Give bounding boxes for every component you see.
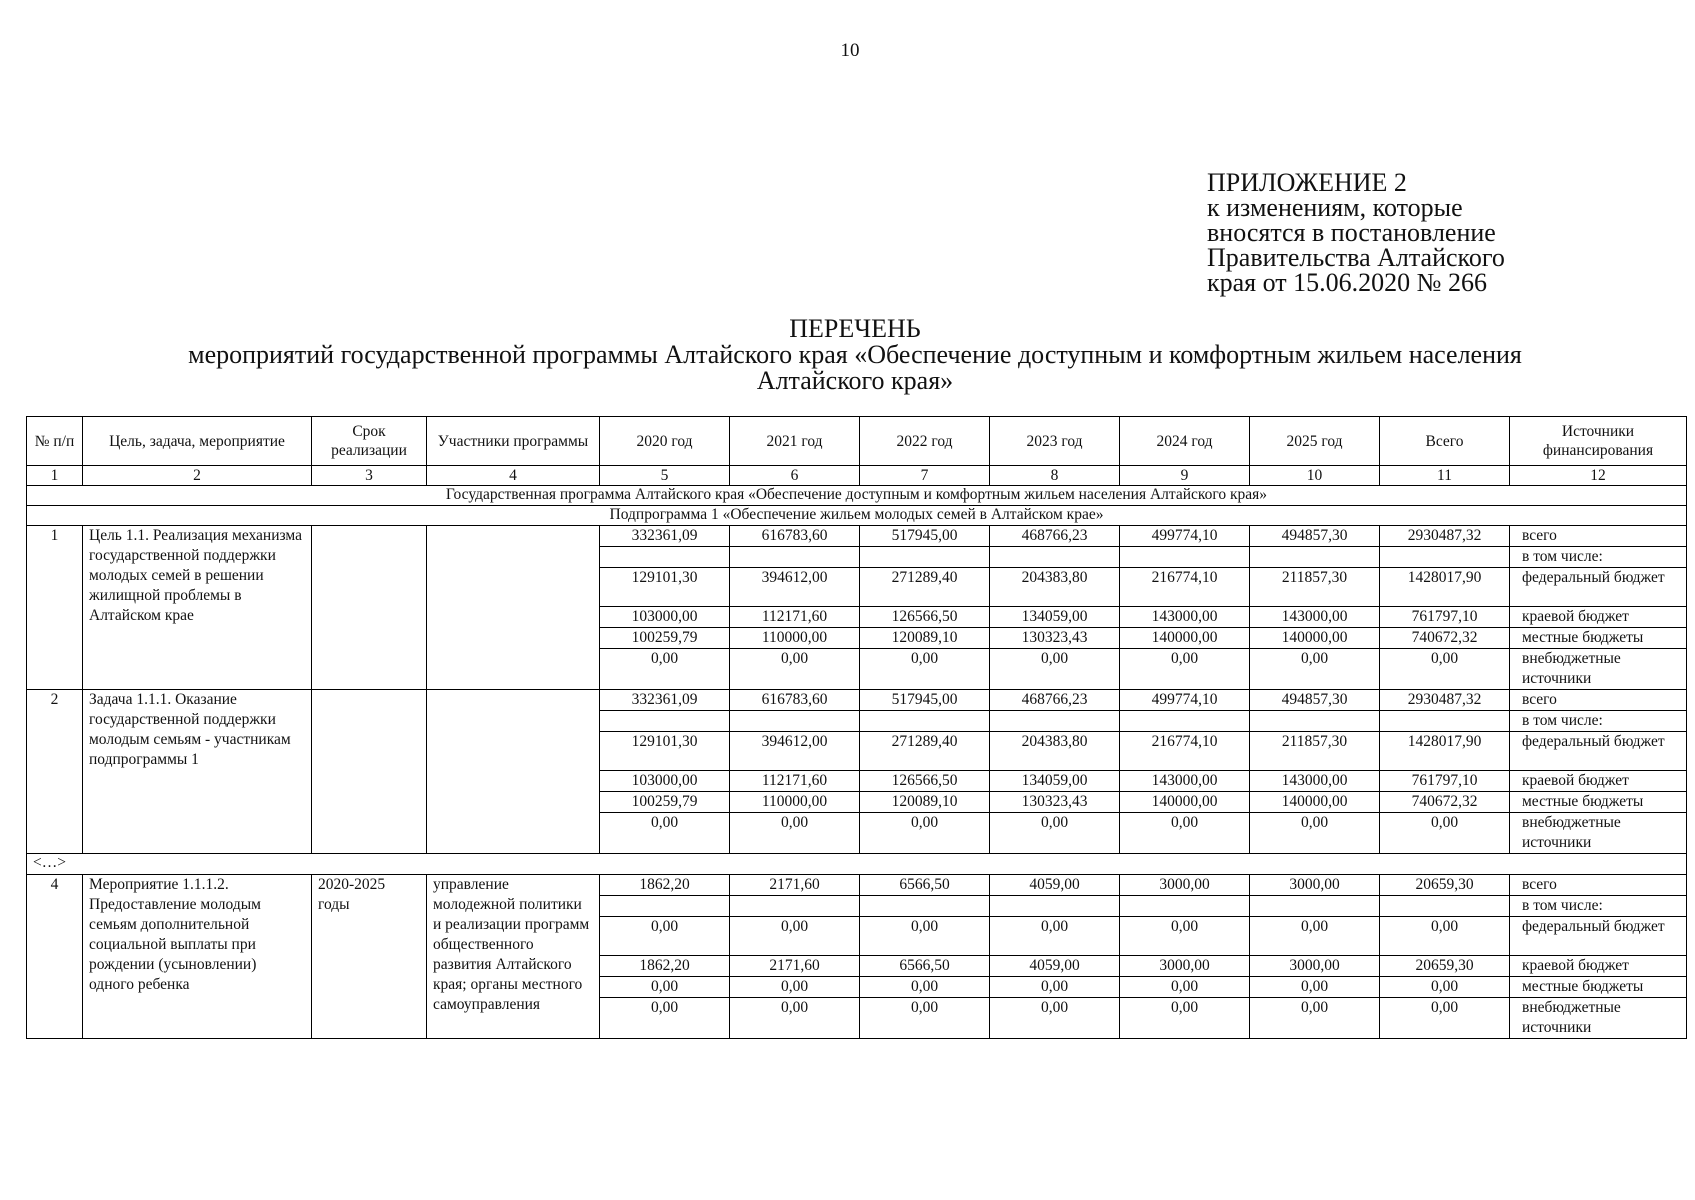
value-cell	[1380, 547, 1510, 568]
funding-source-cell: в том числе:	[1510, 896, 1687, 917]
value-cell: 143000,00	[1120, 771, 1250, 792]
document-title	[0, 316, 1695, 394]
header-cell: 2023 год	[990, 417, 1120, 466]
value-cell: 0,00	[860, 813, 990, 854]
value-cell: 0,00	[730, 977, 860, 998]
value-cell: 0,00	[860, 649, 990, 690]
value-cell	[860, 896, 990, 917]
column-number: 6	[730, 466, 860, 486]
value-cell: 1862,20	[600, 875, 730, 896]
value-cell	[860, 547, 990, 568]
measures-table	[26, 416, 1687, 1039]
item-term-cell	[312, 690, 427, 854]
funding-source-cell: местные бюджеты	[1510, 977, 1687, 998]
value-cell: 0,00	[1250, 917, 1380, 956]
program-banner: Государственная программа Алтайского края «Обеспечение доступным и комфортным жильем населения Алтайского края»	[27, 486, 1687, 506]
header-cell: 2020 год	[600, 417, 730, 466]
column-number: 3	[312, 466, 427, 486]
value-cell: 616783,60	[730, 690, 860, 711]
value-cell: 1862,20	[600, 956, 730, 977]
value-cell: 0,00	[1120, 917, 1250, 956]
column-number: 11	[1380, 466, 1510, 486]
value-cell: 110000,00	[730, 628, 860, 649]
funding-source-cell: в том числе:	[1510, 547, 1687, 568]
value-cell: 130323,43	[990, 628, 1120, 649]
value-cell: 0,00	[1380, 813, 1510, 854]
value-cell: 3000,00	[1120, 956, 1250, 977]
table-row	[27, 875, 1687, 896]
funding-source-cell: всего	[1510, 875, 1687, 896]
value-cell: 126566,50	[860, 771, 990, 792]
value-cell: 332361,09	[600, 690, 730, 711]
title-line: Алтайского края»	[756, 366, 954, 395]
value-cell: 499774,10	[1120, 526, 1250, 547]
value-cell: 0,00	[1380, 917, 1510, 956]
column-number: 9	[1120, 466, 1250, 486]
subprogram-banner: Подпрограмма 1 «Обеспечение жильем молодых семей в Алтайском крае»	[27, 506, 1687, 526]
value-cell: 4059,00	[990, 956, 1120, 977]
value-cell: 0,00	[600, 998, 730, 1039]
header-cell: 2024 год	[1120, 417, 1250, 466]
title-line: ПЕРЕЧЕНЬ	[789, 314, 921, 343]
value-cell: 112171,60	[730, 607, 860, 628]
value-cell: 6566,50	[860, 875, 990, 896]
table-row	[27, 690, 1687, 711]
value-cell: 499774,10	[1120, 690, 1250, 711]
value-cell: 1428017,90	[1380, 732, 1510, 771]
value-cell: 3000,00	[1250, 875, 1380, 896]
value-cell: 0,00	[600, 917, 730, 956]
subprogram-banner-row	[27, 506, 1687, 526]
table-row	[27, 526, 1687, 547]
value-cell: 216774,10	[1120, 732, 1250, 771]
value-cell: 129101,30	[600, 732, 730, 771]
value-cell: 517945,00	[860, 526, 990, 547]
value-cell: 0,00	[860, 977, 990, 998]
value-cell	[1120, 547, 1250, 568]
value-cell: 0,00	[600, 977, 730, 998]
item-participants-cell: управление молодежной политики и реализации программ общественного развития Алтайского края; органы местного самоуправления	[427, 875, 600, 1039]
value-cell: 494857,30	[1250, 690, 1380, 711]
value-cell: 394612,00	[730, 568, 860, 607]
column-number: 7	[860, 466, 990, 486]
value-cell: 0,00	[990, 917, 1120, 956]
value-cell	[1120, 896, 1250, 917]
value-cell: 761797,10	[1380, 607, 1510, 628]
value-cell: 143000,00	[1120, 607, 1250, 628]
value-cell	[730, 896, 860, 917]
value-cell: 20659,30	[1380, 875, 1510, 896]
value-cell: 4059,00	[990, 875, 1120, 896]
value-cell: 0,00	[990, 977, 1120, 998]
appendix-line: к изменениям, которые	[1207, 193, 1463, 222]
value-cell: 740672,32	[1380, 792, 1510, 813]
header-cell: Участники программы	[427, 417, 600, 466]
value-cell: 0,00	[860, 917, 990, 956]
value-cell: 0,00	[1120, 977, 1250, 998]
value-cell: 100259,79	[600, 628, 730, 649]
value-cell: 216774,10	[1120, 568, 1250, 607]
table-body	[27, 486, 1687, 1039]
value-cell: 100259,79	[600, 792, 730, 813]
value-cell: 0,00	[990, 813, 1120, 854]
title-line: мероприятий государственной программы Алтайского края «Обеспечение доступным и комфортным жильем населения	[188, 340, 1522, 369]
value-cell: 6566,50	[860, 956, 990, 977]
item-term-cell: 2020-2025 годы	[312, 875, 427, 1039]
value-cell: 0,00	[1120, 649, 1250, 690]
funding-source-cell: всего	[1510, 690, 1687, 711]
funding-source-cell: местные бюджеты	[1510, 792, 1687, 813]
value-cell	[1250, 711, 1380, 732]
funding-source-cell: внебюджетные источники	[1510, 649, 1687, 690]
value-cell: 517945,00	[860, 690, 990, 711]
value-cell	[990, 711, 1120, 732]
header-cell: Цель, задача, мероприятие	[83, 417, 312, 466]
value-cell	[990, 547, 1120, 568]
value-cell: 0,00	[1120, 813, 1250, 854]
value-cell: 143000,00	[1250, 771, 1380, 792]
column-number: 8	[990, 466, 1120, 486]
value-cell: 394612,00	[730, 732, 860, 771]
value-cell: 110000,00	[730, 792, 860, 813]
value-cell: 494857,30	[1250, 526, 1380, 547]
value-cell	[730, 711, 860, 732]
funding-source-cell: внебюджетные источники	[1510, 813, 1687, 854]
value-cell: 211857,30	[1250, 732, 1380, 771]
value-cell: 0,00	[1380, 977, 1510, 998]
value-cell: 3000,00	[1120, 875, 1250, 896]
column-number: 2	[83, 466, 312, 486]
value-cell: 761797,10	[1380, 771, 1510, 792]
column-number: 10	[1250, 466, 1380, 486]
value-cell: 468766,23	[990, 526, 1120, 547]
header-cell: Всего	[1380, 417, 1510, 466]
funding-source-cell: краевой бюджет	[1510, 607, 1687, 628]
value-cell	[600, 547, 730, 568]
value-cell: 2171,60	[730, 956, 860, 977]
value-cell: 0,00	[990, 998, 1120, 1039]
value-cell: 740672,32	[1380, 628, 1510, 649]
value-cell: 468766,23	[990, 690, 1120, 711]
value-cell: 0,00	[1250, 813, 1380, 854]
value-cell: 112171,60	[730, 771, 860, 792]
value-cell: 130323,43	[990, 792, 1120, 813]
value-cell: 0,00	[600, 813, 730, 854]
value-cell	[1120, 711, 1250, 732]
value-cell: 3000,00	[1250, 956, 1380, 977]
funding-source-cell: федеральный бюджет	[1510, 568, 1687, 607]
funding-source-cell: федеральный бюджет	[1510, 917, 1687, 956]
header-cell: 2022 год	[860, 417, 990, 466]
value-cell: 271289,40	[860, 732, 990, 771]
value-cell: 204383,80	[990, 568, 1120, 607]
value-cell: 0,00	[860, 998, 990, 1039]
value-cell: 0,00	[730, 813, 860, 854]
value-cell: 0,00	[1250, 998, 1380, 1039]
value-cell	[1380, 711, 1510, 732]
value-cell: 211857,30	[1250, 568, 1380, 607]
funding-source-cell: всего	[1510, 526, 1687, 547]
item-name-cell: Мероприятие 1.1.1.2. Предоставление молодым семьям дополнительной социальной выплаты при рождении (усыновлении) одного ребенка	[83, 875, 312, 1039]
appendix-block	[1207, 170, 1505, 295]
value-cell: 140000,00	[1250, 628, 1380, 649]
header-cell: № п/п	[27, 417, 83, 466]
column-number: 12	[1510, 466, 1687, 486]
header-cell: 2025 год	[1250, 417, 1380, 466]
value-cell: 0,00	[1380, 998, 1510, 1039]
item-name-cell: Цель 1.1. Реализация механизма государственной поддержки молодых семей в решении жилищной проблемы в Алтайском крае	[83, 526, 312, 690]
value-cell: 103000,00	[600, 607, 730, 628]
value-cell: 129101,30	[600, 568, 730, 607]
item-term-cell	[312, 526, 427, 690]
appendix-line: ПРИЛОЖЕНИЕ 2	[1207, 168, 1407, 197]
appendix-line: Правительства Алтайского	[1207, 243, 1505, 272]
item-participants-cell	[427, 690, 600, 854]
value-cell: 0,00	[1250, 977, 1380, 998]
value-cell: 204383,80	[990, 732, 1120, 771]
column-number: 1	[27, 466, 83, 486]
value-cell: 0,00	[1120, 998, 1250, 1039]
value-cell: 140000,00	[1120, 628, 1250, 649]
page-number: 10	[840, 40, 860, 61]
value-cell: 0,00	[1250, 649, 1380, 690]
value-cell: 0,00	[600, 649, 730, 690]
value-cell	[1250, 547, 1380, 568]
funding-source-cell: в том числе:	[1510, 711, 1687, 732]
value-cell: 2171,60	[730, 875, 860, 896]
value-cell: 0,00	[1380, 649, 1510, 690]
value-cell: 143000,00	[1250, 607, 1380, 628]
value-cell: 126566,50	[860, 607, 990, 628]
funding-source-cell: краевой бюджет	[1510, 771, 1687, 792]
program-banner-row	[27, 486, 1687, 506]
ellipsis-marker: <…>	[27, 854, 1687, 875]
value-cell: 140000,00	[1120, 792, 1250, 813]
value-cell: 134059,00	[990, 771, 1120, 792]
header-cell: Источники финансирования	[1510, 417, 1687, 466]
appendix-line: края от 15.06.2020 № 266	[1207, 268, 1487, 297]
appendix-line: вносятся в постановление	[1207, 218, 1496, 247]
value-cell	[1380, 896, 1510, 917]
value-cell: 271289,40	[860, 568, 990, 607]
value-cell: 0,00	[730, 917, 860, 956]
value-cell: 0,00	[730, 998, 860, 1039]
value-cell: 120089,10	[860, 628, 990, 649]
funding-source-cell: краевой бюджет	[1510, 956, 1687, 977]
column-number: 4	[427, 466, 600, 486]
value-cell	[990, 896, 1120, 917]
value-cell	[600, 711, 730, 732]
column-number: 5	[600, 466, 730, 486]
value-cell: 332361,09	[600, 526, 730, 547]
value-cell: 616783,60	[730, 526, 860, 547]
value-cell	[600, 896, 730, 917]
item-number-cell: 1	[27, 526, 83, 690]
value-cell: 0,00	[730, 649, 860, 690]
value-cell: 134059,00	[990, 607, 1120, 628]
value-cell	[1250, 896, 1380, 917]
value-cell: 103000,00	[600, 771, 730, 792]
value-cell: 20659,30	[1380, 956, 1510, 977]
funding-source-cell: внебюджетные источники	[1510, 998, 1687, 1039]
value-cell	[730, 547, 860, 568]
value-cell: 2930487,32	[1380, 690, 1510, 711]
funding-source-cell: местные бюджеты	[1510, 628, 1687, 649]
value-cell: 140000,00	[1250, 792, 1380, 813]
item-number-cell: 2	[27, 690, 83, 854]
value-cell: 1428017,90	[1380, 568, 1510, 607]
item-participants-cell	[427, 526, 600, 690]
value-cell	[860, 711, 990, 732]
column-number-row	[27, 466, 1687, 486]
funding-source-cell: федеральный бюджет	[1510, 732, 1687, 771]
value-cell: 2930487,32	[1380, 526, 1510, 547]
header-cell: Срок реализации	[312, 417, 427, 466]
header-cell: 2021 год	[730, 417, 860, 466]
ellipsis-row	[27, 854, 1687, 875]
item-number-cell: 4	[27, 875, 83, 1039]
header-row	[27, 417, 1687, 466]
item-name-cell: Задача 1.1.1. Оказание государственной поддержки молодым семьям - участникам подпрограммы 1	[83, 690, 312, 854]
value-cell: 0,00	[990, 649, 1120, 690]
value-cell: 120089,10	[860, 792, 990, 813]
